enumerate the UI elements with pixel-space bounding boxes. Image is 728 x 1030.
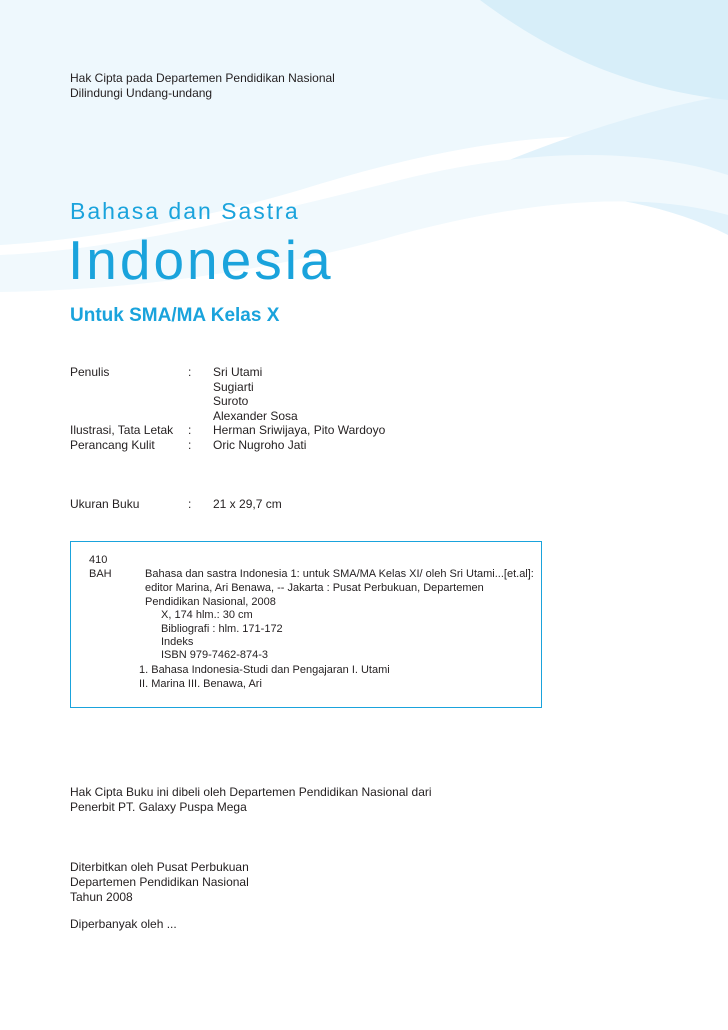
book-subtitle: Untuk SMA/MA Kelas X [70,305,280,326]
catalog-line: Pendidikan Nasional, 2008 [145,596,276,608]
book-title-small: Bahasa dan Sastra [70,198,300,224]
colon: : [188,497,192,511]
credit-label: Perancang Kulit [70,437,155,452]
catalog-line: II. Marina III. Benawa, Ari [139,678,262,690]
colon: : [188,437,192,452]
credit-row-perancang [70,438,385,453]
credit-label: Penulis [70,365,110,379]
credit-label: Ukuran Buku [70,497,140,511]
credit-label: Ilustrasi, Tata Letak [70,423,174,437]
copyright-line: Hak Cipta pada Departemen Pendidikan Nasional [70,71,335,85]
purchase-line: Penerbit PT. Galaxy Puspa Mega [70,800,247,814]
catalog-line: ISBN 979-7462-874-3 [161,649,269,661]
catalog-line: editor Marina, Ari Benawa, -- Jakarta : Pusat Perbukuan, Departemen [145,582,484,594]
book-size-row [70,497,282,512]
catalog-line: X, 174 hlm.: 30 cm [161,609,253,621]
author-name: Alexander Sosa [213,408,298,423]
book-title-large: Indonesia [68,229,334,291]
credit-value: Oric Nugroho Jati [213,437,307,452]
catalog-class-code: BAH [89,568,112,580]
author-name: Sugiarti [213,379,254,394]
publisher-year: Tahun 2008 [70,890,133,904]
catalog-line: Bahasa dan sastra Indonesia 1: untuk SMA/MA Kelas XI/ oleh Sri Utami...[et.al]: [145,568,534,580]
protected-line: Dilindungi Undang-undang [70,86,213,100]
credit-value: 21 x 29,7 cm [213,497,282,511]
author-name: Suroto [213,394,249,408]
credit-row-penulis [70,365,385,423]
colon: : [188,423,192,437]
catalog-line: Indeks [161,636,194,648]
publisher-line: Departemen Pendidikan Nasional [70,875,249,889]
author-name: Sri Utami [213,365,263,379]
colon: : [188,365,192,379]
catalog-class-number: 410 [89,554,108,566]
catalog-line: Bibliografi : hlm. 171-172 [161,623,283,635]
credits-block [70,365,385,452]
credit-row-ilustrasi [70,423,385,438]
catalog-box [70,541,542,708]
purchase-line: Hak Cipta Buku ini dibeli oleh Departemen Pendidikan Nasional dari [70,785,432,799]
reproduced-by: Diperbanyak oleh ... [70,917,177,931]
credit-value: Herman Sriwijaya, Pito Wardoyo [213,423,386,437]
catalog-line: 1. Bahasa Indonesia-Studi dan Pengajaran I. Utami [139,664,390,676]
publisher-line: Diterbitkan oleh Pusat Perbukuan [70,860,249,874]
